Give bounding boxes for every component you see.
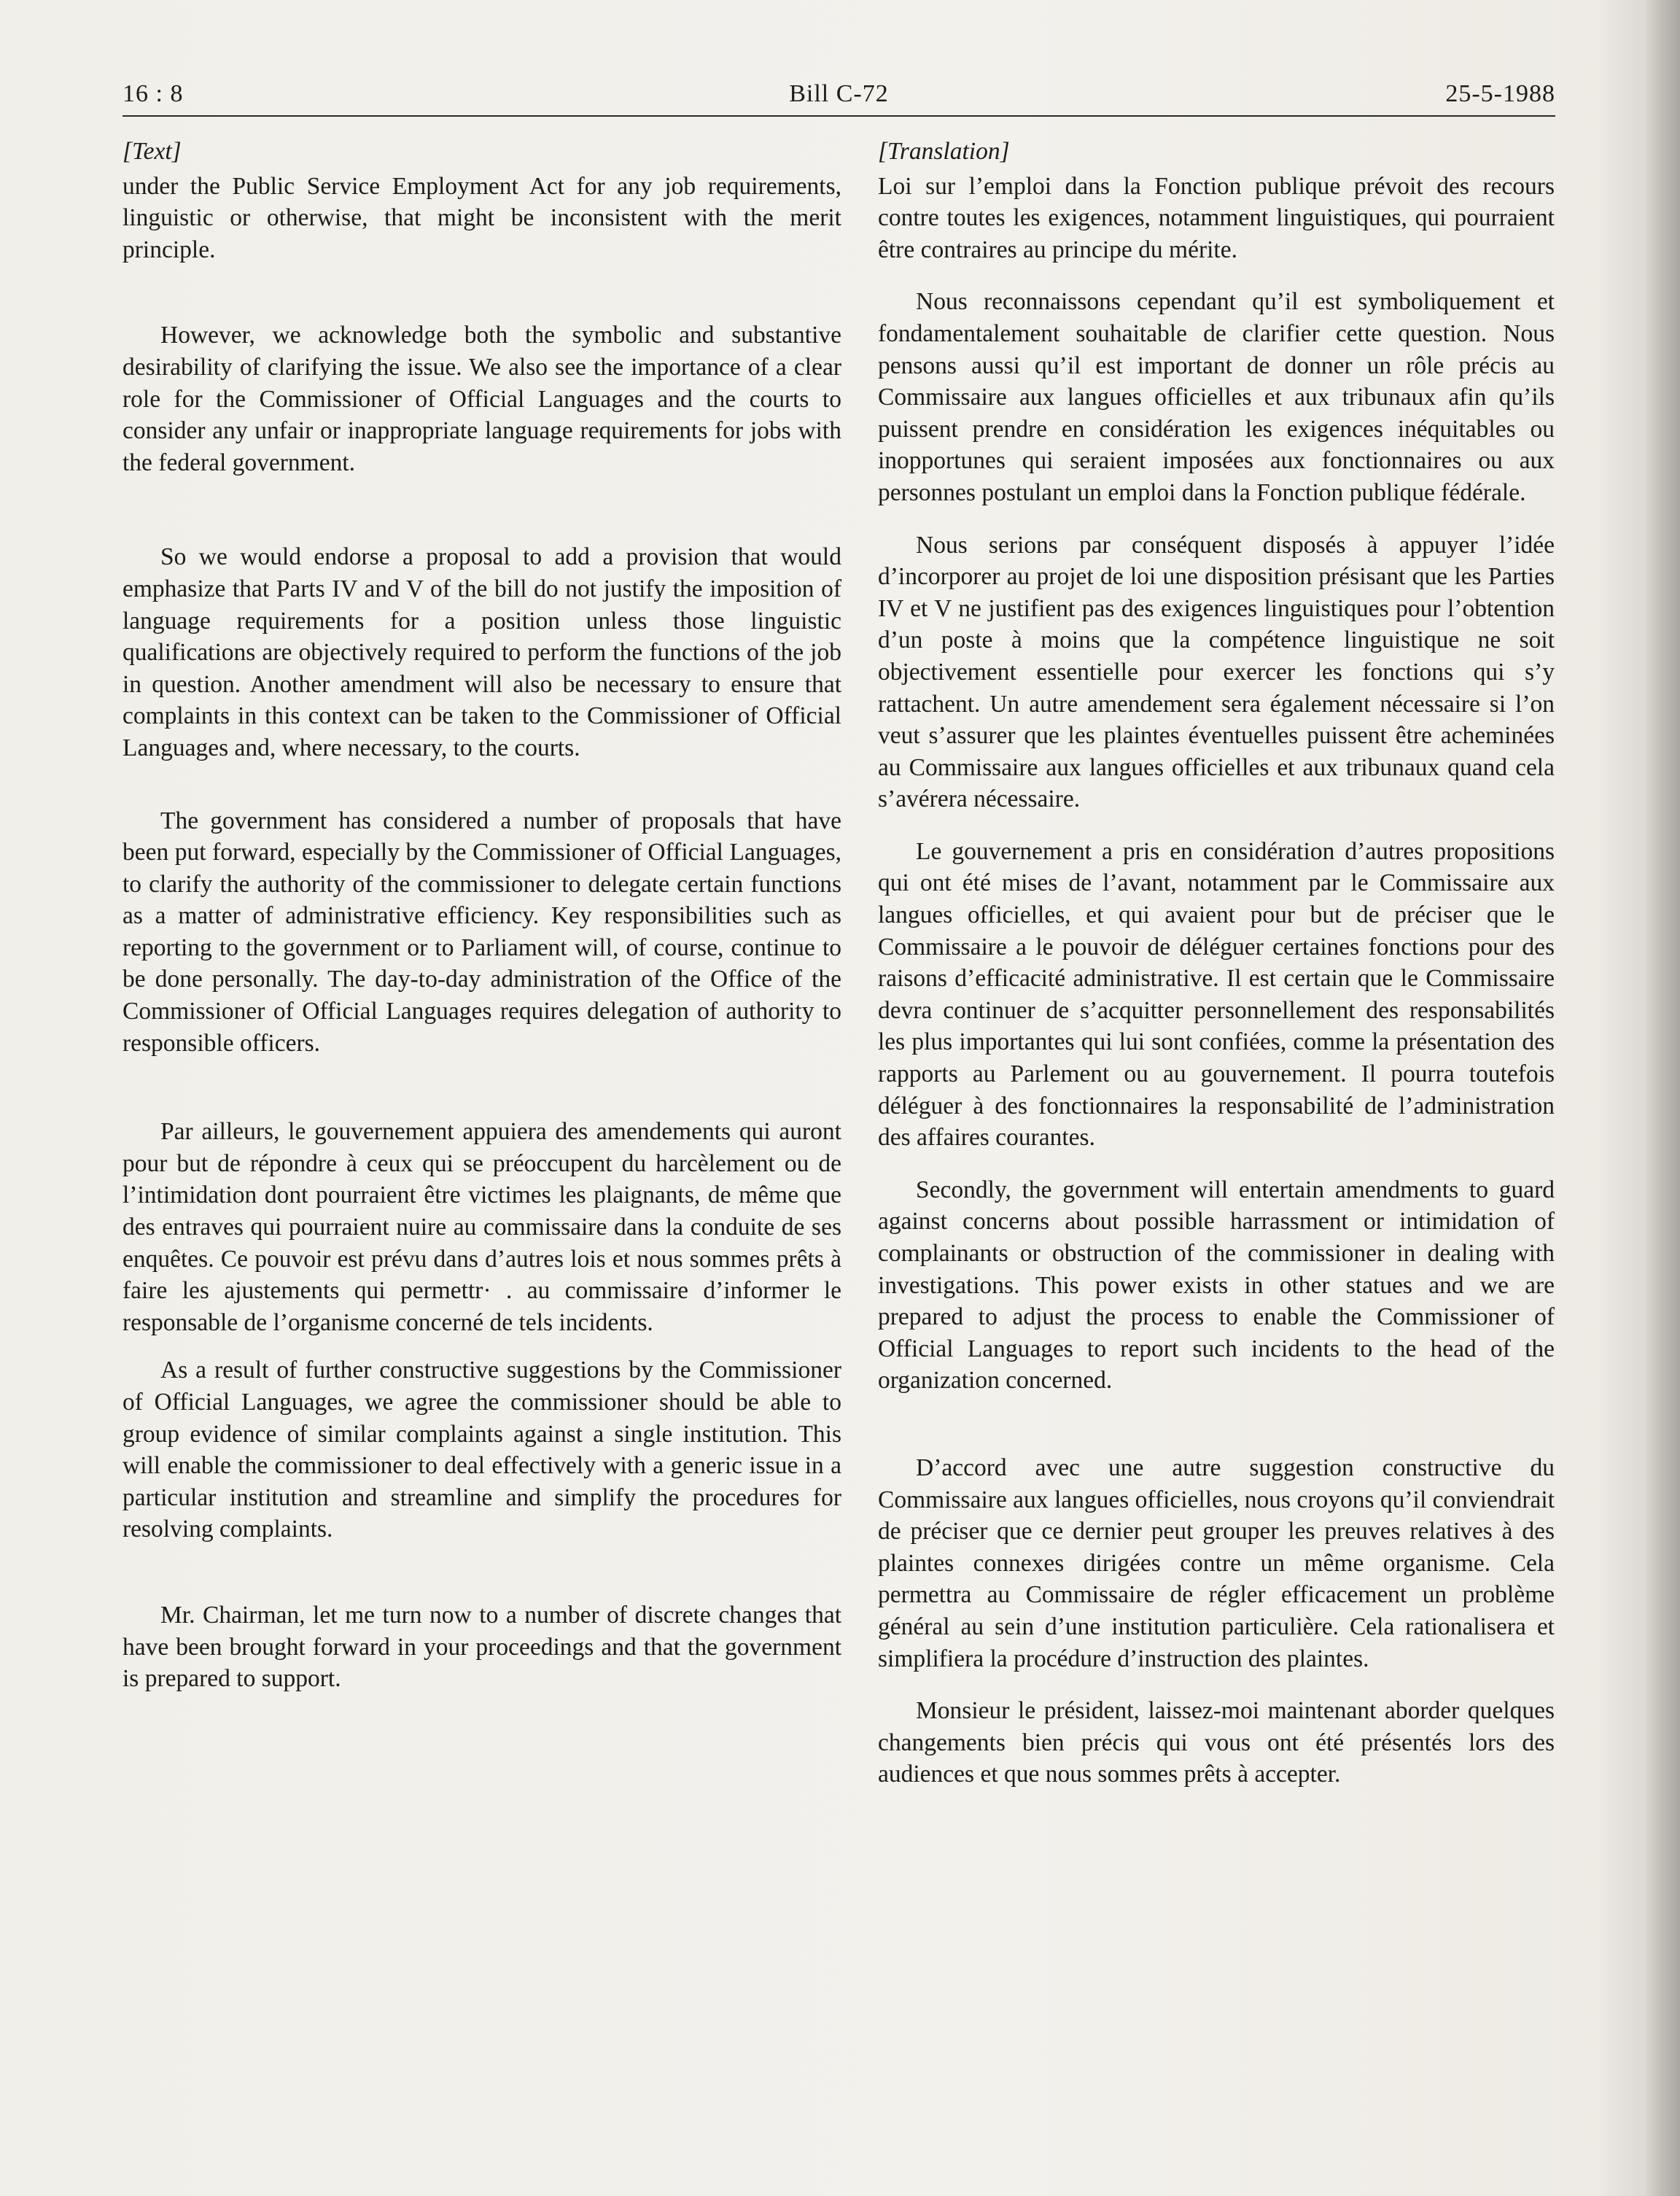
page-spine-shadow xyxy=(1646,0,1680,2196)
header-rule xyxy=(122,115,1555,117)
paragraph: Par ailleurs, le gouvernement appuiera des amendements qui auront pour but de répondre à ceux qui se préoccupent du harcèlement ou de l’intimidation dont pourraient être victimes les plaignants, de même que des entraves qui pourraient nuire au commissaire dans la conduite de ses enquêtes. Ce pouvoir est prévu dans d’autres lois et nous sommes prêts à faire les ajustements qui permettr· . au commissaire d’informer le responsable de l’organisme concerné de tels incidents. xyxy=(122,1118,841,1336)
paragraph: As a result of further constructive suggestions by the Commissioner of Official Languages, we agree the commissioner should be able to group evidence of similar complaints against a single institution. This will enable the commissioner to deal effectively with a generic issue in a particular institution and streamline and simplify the procedures for resolving complaints. xyxy=(122,1357,841,1543)
bill-title: Bill C-72 xyxy=(789,80,889,107)
paragraph: D’accord avec une autre suggestion constructive du Commissaire aux langues officielles, nous croyons qu’il conviendrait de préciser que ce dernier peut grouper les preuves relatives à des plaintes connexes dirigées contre un même organisme. Cela permettra au Commissaire de régler efficacement un problème général au sein d’une institution particulière. Cela rationalisera et simplifiera la procédure d’instruction des plaintes. xyxy=(878,1454,1555,1672)
page-header xyxy=(122,80,1555,118)
paragraph: Monsieur le président, laissez-moi maintenant aborder quelques changements bien précis qui vous ont été présentés lors des audiences et que nous sommes prêts à accepter. xyxy=(878,1697,1555,1788)
paragraph: Mr. Chairman, let me turn now to a number of discrete changes that have been brought forward in your proceedings and that the government is prepared to support. xyxy=(122,1601,841,1693)
paragraph: The government has considered a number of proposals that have been put forward, especially by the Commissioner of Official Languages, to clarify the authority of the commissioner to delegate certain functions as a matter of administrative efficiency. Key responsibilities such as reporting to the government or to Parliament will, of course, continue to be done personally. The day-to-day administration of the Office of the Commissioner of Official Languages requires delegation of authority to responsible officers. xyxy=(122,807,841,1057)
english-column xyxy=(122,136,841,1695)
page-number: 16 : 8 xyxy=(122,80,184,107)
paragraph: Nous serions par conséquent disposés à appuyer l’idée d’incorporer au projet de loi une disposition présisant que les Parties IV et V ne justifient pas des exigences linguistiques pour l’obtention d’un poste à moins que la compétence linguistique ne soit objectivement essentielle pour exercer les fonctions qui s’y rattachent. Un autre amendement sera également nécessaire si l’on veut s’assurer que les plaintes éventuelles puissent être acheminées au Commissaire aux langues officielles et aux tribunaux quand cela s’avérera nécessaire. xyxy=(878,531,1555,813)
paragraph: So we would endorse a proposal to add a provision that would emphasize that Parts IV and V of the bill do not justify the imposition of language requirements for a position unless those linguistic qualifications are objectively required to perform the functions of the job in question. Another amendment will also be necessary to ensure that complaints in this context can be taken to the Commissioner of Official Languages and, where necessary, to the courts. xyxy=(122,543,841,761)
page-date: 25-5-1988 xyxy=(1445,80,1555,107)
paragraph: Secondly, the government will entertain amendments to guard against concerns about possible harrassment or intimidation of complainants or obstruction of the commissioner in dealing with investigations. This power exists in other statues and we are prepared to adjust the process to enable the Commissioner of Official Languages to report such incidents to the head of the organization concerned. xyxy=(878,1176,1555,1394)
text-label: [Text] xyxy=(122,138,182,165)
paragraph: Le gouvernement a pris en considération d’autres propositions qui ont été mises de l’avant, notamment par le Commissaire aux langues officielles, et qui avaient pour but de préciser que le Commissaire a le pouvoir de déléguer certaines fonctions pour des raisons d’efficacité administrative. Il est certain que le Commissaire devra continuer de s’acquitter personnellement des responsabilités les plus importantes qui lui sont confiées, comme la présentation des rapports au Parlement ou au gouvernement. Il pourra toutefois déléguer à des fonctionnaires la responsabilité de l’administration des affaires courantes. xyxy=(878,837,1555,1152)
paragraph: under the Public Service Employment Act for any job requirements, linguistic or otherwise, that might be inconsistent with the merit principle. xyxy=(122,172,841,263)
paragraph: However, we acknowledge both the symbolic and substantive desirability of clarifying the issue. We also see the importance of a clear role for the Commissioner of Official Languages and the courts to consider any unfair or inappropriate language requirements for jobs with the federal government. xyxy=(122,322,841,476)
paragraph: Nous reconnaissons cependant qu’il est symboliquement et fondamentalement souhaitable de clarifier cette question. Nous pensons aussi qu’il est important de donner un rôle précis au Commissaire aux langues officielles et aux tribunaux afin qu’ils puissent prendre en considération les exigences inéquitables ou inopportunes qui seraient imposées aux fonctionnaires ou aux personnes postulant un emploi dans la Fonction publique fédérale. xyxy=(878,288,1555,506)
translation-label: [Translation] xyxy=(878,138,1010,165)
french-column xyxy=(878,136,1555,1790)
paragraph: Loi sur l’emploi dans la Fonction publique prévoit des recours contre toutes les exigences, notamment linguistiques, qui pourraient être contraires au principe du mérite. xyxy=(878,172,1555,263)
